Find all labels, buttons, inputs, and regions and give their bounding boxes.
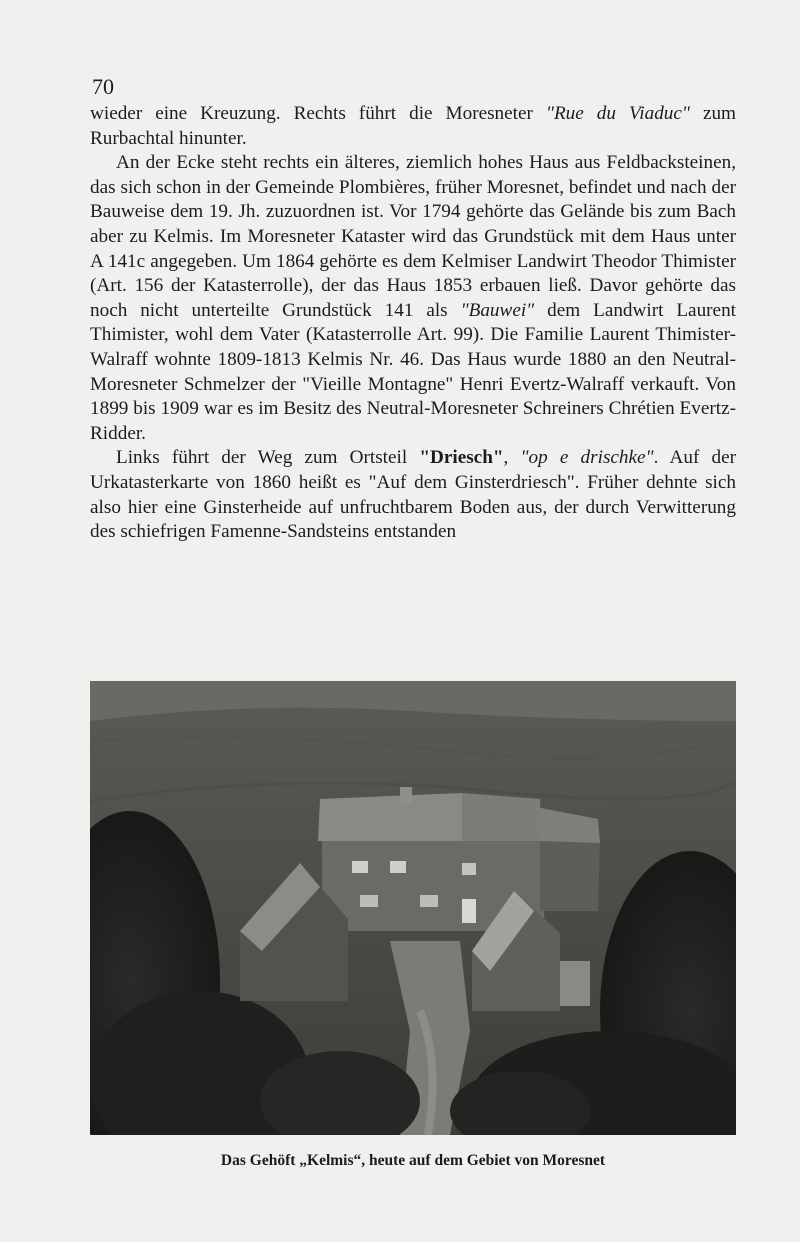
farmhouse-photo (90, 681, 736, 1135)
text-segment: , (503, 447, 521, 469)
text-segment: "Driesch" (419, 447, 504, 469)
paragraph-1 (90, 102, 736, 151)
text-segment: "Bauwei" (460, 299, 535, 321)
text-segment: An der Ecke steht rechts ein älteres, ziemlich hohes Haus aus Feldbacksteinen, das sich schon in der Gemeinde Plombières, früher Moresnet, befindet und nach der Bauweise dem 19. Jh. zuzuordnen ist. Vor 1794 gehörte das Gelände bis zum Bach aber zu Kelmis. Im Moresneter Kataster wird das Grundstück mit dem Haus unter A 141c angegeben. Um 1864 gehörte es dem Kelmiser Landwirt Theodor Thimister (Art. 156 der Katasterrolle), der das Haus 1853 erbauen ließ. Davor gehörte das noch nicht unterteilte Grundstück 141 als (90, 152, 736, 321)
text-segment: "Rue du Viaduc" (545, 103, 690, 124)
text-segment: wieder eine Kreuzung. Rechts führt die Moresneter (90, 103, 546, 124)
text-segment: "op e drischke" (520, 447, 654, 469)
body-text (90, 102, 736, 545)
text-segment: Links führt der Weg zum Ortsteil (116, 447, 420, 469)
photo-caption: Das Gehöft „Kelmis“, heute auf dem Gebiet von Moresnet (220, 1152, 606, 1169)
text-segment: dem Landwirt Laurent Thimister, wohl dem Vater (Katasterrolle Art. 99). Die Familie Laurent Thimister-Walraff wohnte 1809-1813 Kelmis Nr. 46. Das Haus wurde 1880 an den Neutral-Moresneter Schmelzer der "Vieille Montagne" Henri Evertz-Walraff verkauft. Von 1899 bis 1909 war es im Besitz des Neutral-Moresneter Schreiners Chrétien Evertz-Ridder. (90, 299, 737, 444)
farmhouse-photo-graphic (90, 681, 736, 1135)
text-segment: . Auf der Urkatasterkarte von 1860 heißt es "Auf dem Ginsterdriesch". Früher dehnte sich also hier eine Ginsterheide auf unfruchtbarem Boden aus, der durch Verwitterung des schiefrigen Famenne-Sandsteins entstanden (90, 447, 736, 543)
text-segment: zum Rurbachtal hinunter. (90, 103, 736, 149)
paragraph-2 (90, 151, 736, 446)
paragraph-3 (90, 446, 736, 544)
page-number: 70 (92, 74, 114, 99)
